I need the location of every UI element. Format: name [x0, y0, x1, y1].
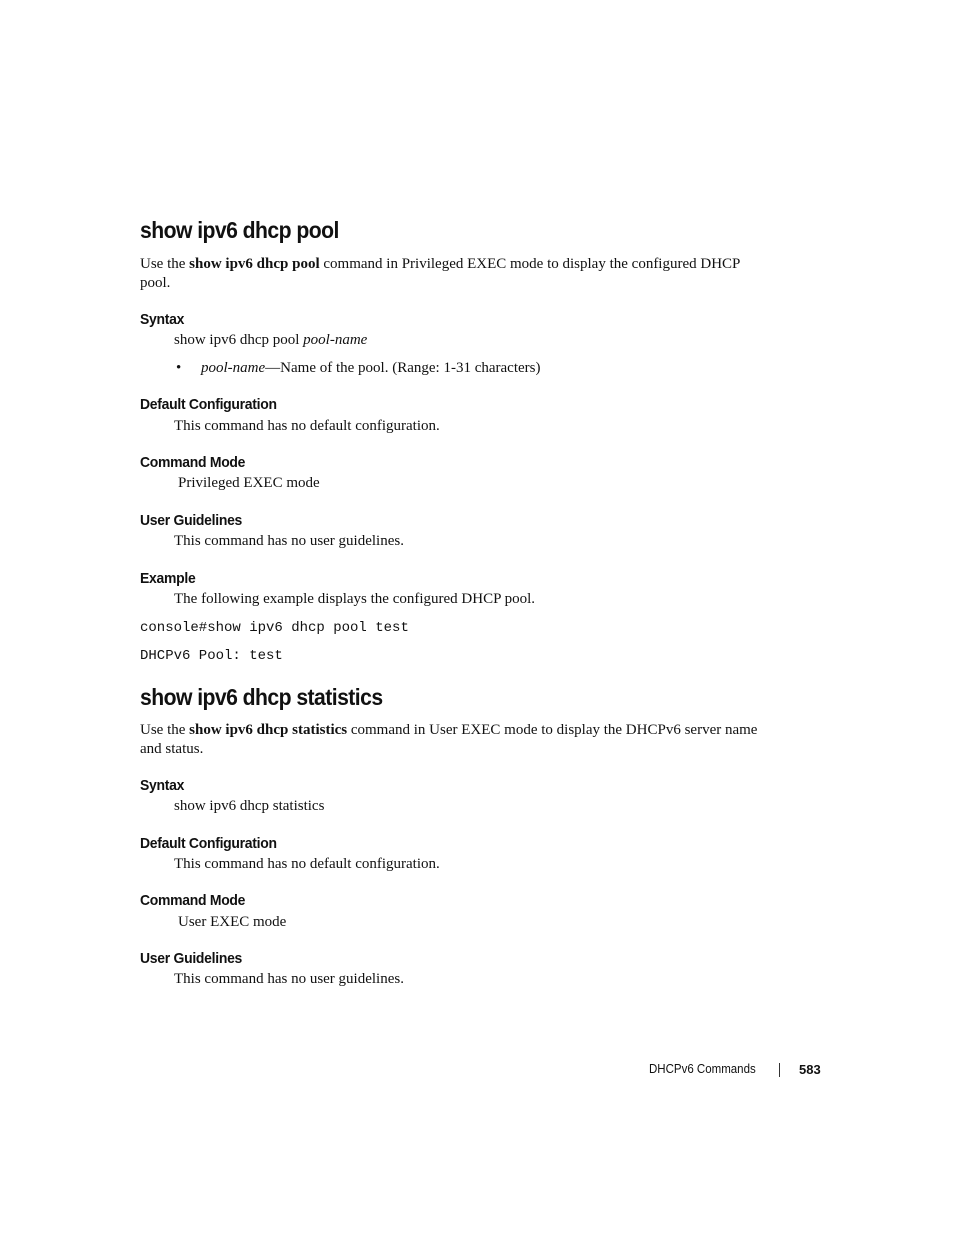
- command-mode-text: User EXEC mode: [178, 914, 287, 930]
- example-text: The following example displays the configured DHCP pool.: [174, 591, 536, 607]
- footer-separator: [779, 1063, 780, 1077]
- default-config-text: This command has no default configuration.: [174, 856, 440, 872]
- user-guidelines-text: This command has no user guidelines.: [174, 971, 404, 987]
- section-description: [140, 255, 765, 293]
- default-config-text: This command has no default configuration.: [174, 418, 440, 434]
- user-guidelines-heading: User Guidelines: [140, 950, 243, 967]
- command-mode-heading: Command Mode: [140, 454, 246, 471]
- syntax-command: show ipv6 dhcp pool: [174, 332, 300, 348]
- syntax-param: pool-name: [303, 332, 368, 348]
- user-guidelines-text: This command has no user guidelines.: [174, 533, 404, 549]
- code-line: console#show ipv6 dhcp pool test: [140, 620, 409, 636]
- command-mode-text: Privileged EXEC mode: [178, 475, 320, 491]
- section-title-show-ipv6-dhcp-pool: show ipv6 dhcp pool: [140, 217, 339, 243]
- default-config-heading: Default Configuration: [140, 835, 277, 852]
- command-name: show ipv6 dhcp pool: [189, 256, 320, 272]
- footer-page-number: 583: [799, 1062, 821, 1077]
- example-heading: Example: [140, 570, 196, 587]
- user-guidelines-heading: User Guidelines: [140, 512, 243, 529]
- syntax-heading: Syntax: [140, 311, 185, 328]
- code-line: DHCPv6 Pool: test: [140, 648, 283, 664]
- command-mode-heading: Command Mode: [140, 892, 246, 909]
- syntax-line: [174, 331, 367, 350]
- bullet-text: —Name of the pool. (Range: 1-31 characters): [265, 360, 541, 376]
- description-text: Use the: [140, 722, 190, 738]
- section-title-show-ipv6-dhcp-statistics: show ipv6 dhcp statistics: [140, 684, 383, 710]
- footer-chapter-title: DHCPv6 Commands: [649, 1062, 756, 1076]
- description-text: command in Privileged EXEC mode to display the configured DHCP pool.: [140, 256, 740, 291]
- command-name: show ipv6 dhcp statistics: [189, 722, 348, 738]
- section-description: [140, 721, 765, 759]
- bullet-item: [201, 359, 540, 378]
- description-text: command in User EXEC mode to display the DHCPv6 server name and status.: [140, 722, 758, 757]
- default-config-heading: Default Configuration: [140, 396, 277, 413]
- bullet-marker: •: [176, 360, 182, 376]
- description-text: Use the: [140, 256, 190, 272]
- syntax-command: show ipv6 dhcp statistics: [174, 798, 325, 814]
- bullet-param: pool-name: [201, 360, 266, 376]
- syntax-heading: Syntax: [140, 777, 185, 794]
